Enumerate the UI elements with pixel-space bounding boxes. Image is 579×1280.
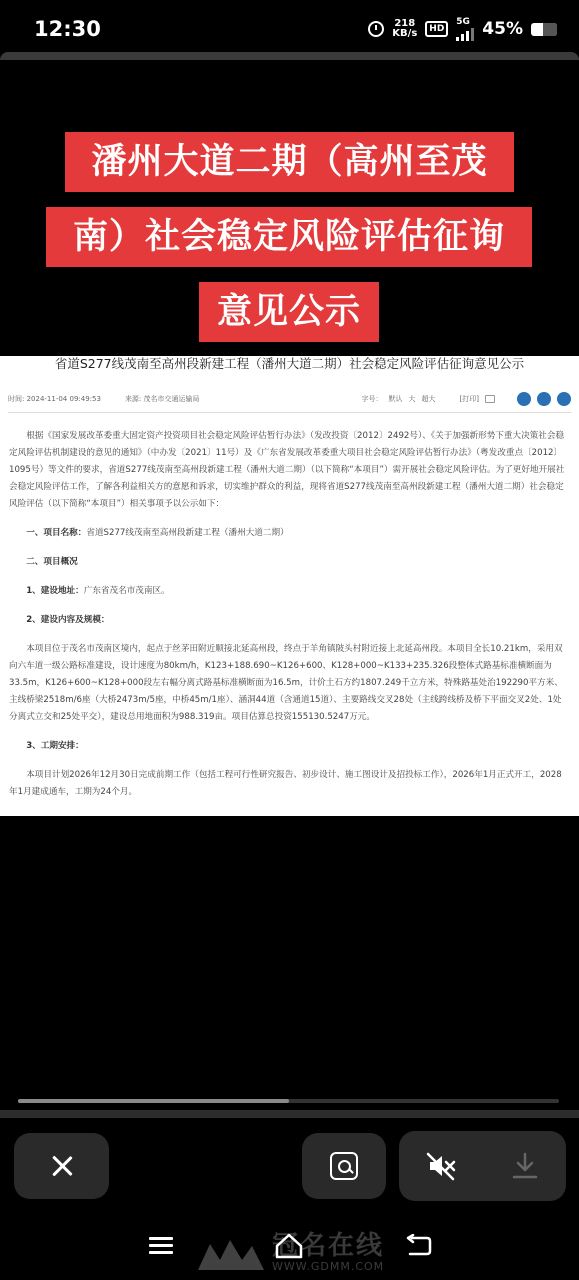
publish-source: 来源: 茂名市交通运输局	[124, 395, 200, 403]
font-default-link[interactable]: 默认	[388, 395, 403, 403]
lens-icon	[330, 1152, 358, 1180]
title-line-2: 南）社会稳定风险评估征询	[46, 207, 532, 267]
section-schedule-text: 本项目计划2026年12月30日完成前期工作（包括工程可行性研究报告、初步设计、施工图设计及招投标工作），2026年1月正式开工，2028年1月建成通车，工期为24个月。	[9, 770, 562, 797]
status-bar	[0, 0, 579, 58]
divider	[8, 412, 571, 413]
section-scope-text: 本项目位于茂名市茂南区境内，起点于丝茅田附近顺接北延高州段，终点于羊角镇陂头村附近接上北延高州段。本项目全长10.21km，采用双向六车道一级公路标准建设，设计速度为80km/h，K123+188.690~K126+600、K128+000~K133+235.326段整体式路基标准横断面为33.5m，K126+600~K128+000段左右幅分离式路基标准横断面为16.5m，计价土石方约1807.249千立方米，特殊路基处治192290平方米、主线桥梁2518m/6座（大桥2473m/5座，中桥45m/1座）、涵洞44道（含通道15道）、主要路线交叉28处（主线跨线桥及桥下平面交叉2处、1处分离式立交和25处平交），建设总用地面积为988.319亩。项目估算总投资155130.5247万元。	[9, 644, 563, 722]
section-label: 1、建设地址：	[26, 586, 84, 596]
share-wechat-icon[interactable]	[537, 392, 551, 406]
media-controls	[399, 1131, 566, 1201]
document-body	[9, 428, 570, 801]
meta-tools	[362, 392, 571, 406]
watermark-url: WWW.GDMM.COM	[272, 1260, 385, 1273]
print-link[interactable]: [打印]	[459, 395, 479, 403]
title-line-1: 潘州大道二期（高州至茂	[65, 132, 514, 192]
sheet-bottom-edge	[0, 1110, 579, 1118]
section-overview-heading: 二、项目概况	[26, 557, 78, 567]
network-speed-unit: KB/s	[392, 28, 418, 39]
sheet-top-edge	[0, 52, 579, 60]
share-weibo-icon[interactable]	[517, 392, 531, 406]
section-value: 广东省茂名市茂南区。	[83, 586, 170, 596]
close-icon	[51, 1155, 73, 1177]
font-xlarge-link[interactable]: 超大	[421, 395, 436, 403]
share-qq-icon[interactable]	[557, 392, 571, 406]
page-progress-fill	[18, 1099, 289, 1103]
lens-button[interactable]	[302, 1133, 386, 1199]
status-icons	[368, 18, 557, 41]
document-title: 省道S277线茂南至高州段新建工程（潘州大道二期）社会稳定风险评估征询意见公示	[54, 356, 525, 371]
document-page	[0, 356, 579, 816]
navigation-bar	[0, 1210, 579, 1280]
network-type: 5G	[456, 16, 470, 27]
watermark-name: 冠名在线	[272, 1231, 385, 1261]
publish-time: 时间: 2024-11-04 09:49:53	[8, 395, 101, 403]
battery-percent: 45%	[482, 19, 523, 39]
section-label: 一、项目名称：	[26, 528, 87, 538]
network-indicator	[456, 18, 474, 41]
title-banner	[0, 60, 579, 356]
section-value: 省道S277线茂南至高州段新建工程（潘州大道二期）	[86, 528, 289, 538]
page-progress-track[interactable]	[18, 1099, 559, 1103]
close-button[interactable]	[14, 1133, 109, 1199]
battery-icon	[531, 23, 557, 36]
section-project-name	[9, 525, 570, 542]
alarm-icon	[368, 21, 384, 37]
section-schedule-heading: 3、工期安排：	[26, 741, 84, 751]
font-size-label: 字号：	[361, 395, 383, 403]
intro-paragraph: 根据《国家发展改革委重大固定资产投资项目社会稳定风险评估暂行办法》（发改投资〔2012〕2492号）、《关于加强新形势下重大决策社会稳定风险评估机制建设的意见的通知》（中办发〔2021〕11号）及《广东省发展改革委重大项目社会稳定风险评估暂行办法》（粤发改重点〔2012〕1095号）等文件的要求，省道S277线茂南至高州段新建工程（潘州大道二期）（以下简称“本项目”）需开展社会稳定风险评估。为了更好地开展社会稳定风险评估工作，了解各利益相关方的意愿和诉求，切实维护群众的利益，现将省道S277线茂南至高州段新建工程（潘州大道二期）社会稳定风险评估（以下简称“本项目”）相关事项予以公示如下：	[9, 431, 565, 509]
section-address	[9, 583, 570, 600]
document-meta	[8, 392, 571, 406]
back-icon[interactable]	[405, 1234, 433, 1258]
print-icon[interactable]	[485, 395, 495, 403]
font-large-link[interactable]: 大	[408, 395, 416, 403]
network-speed	[392, 19, 417, 39]
section-scope-heading: 2、建设内容及规模：	[26, 615, 110, 625]
home-icon[interactable]	[274, 1232, 304, 1260]
status-time: 12:30	[34, 17, 101, 41]
recent-apps-icon[interactable]	[149, 1237, 173, 1255]
signal-icon	[456, 27, 474, 41]
hd-badge: HD	[425, 21, 448, 37]
mute-icon[interactable]	[426, 1151, 456, 1181]
download-icon[interactable]	[511, 1151, 539, 1181]
title-line-3: 意见公示	[199, 282, 379, 342]
network-speed-value: 218	[394, 18, 416, 29]
